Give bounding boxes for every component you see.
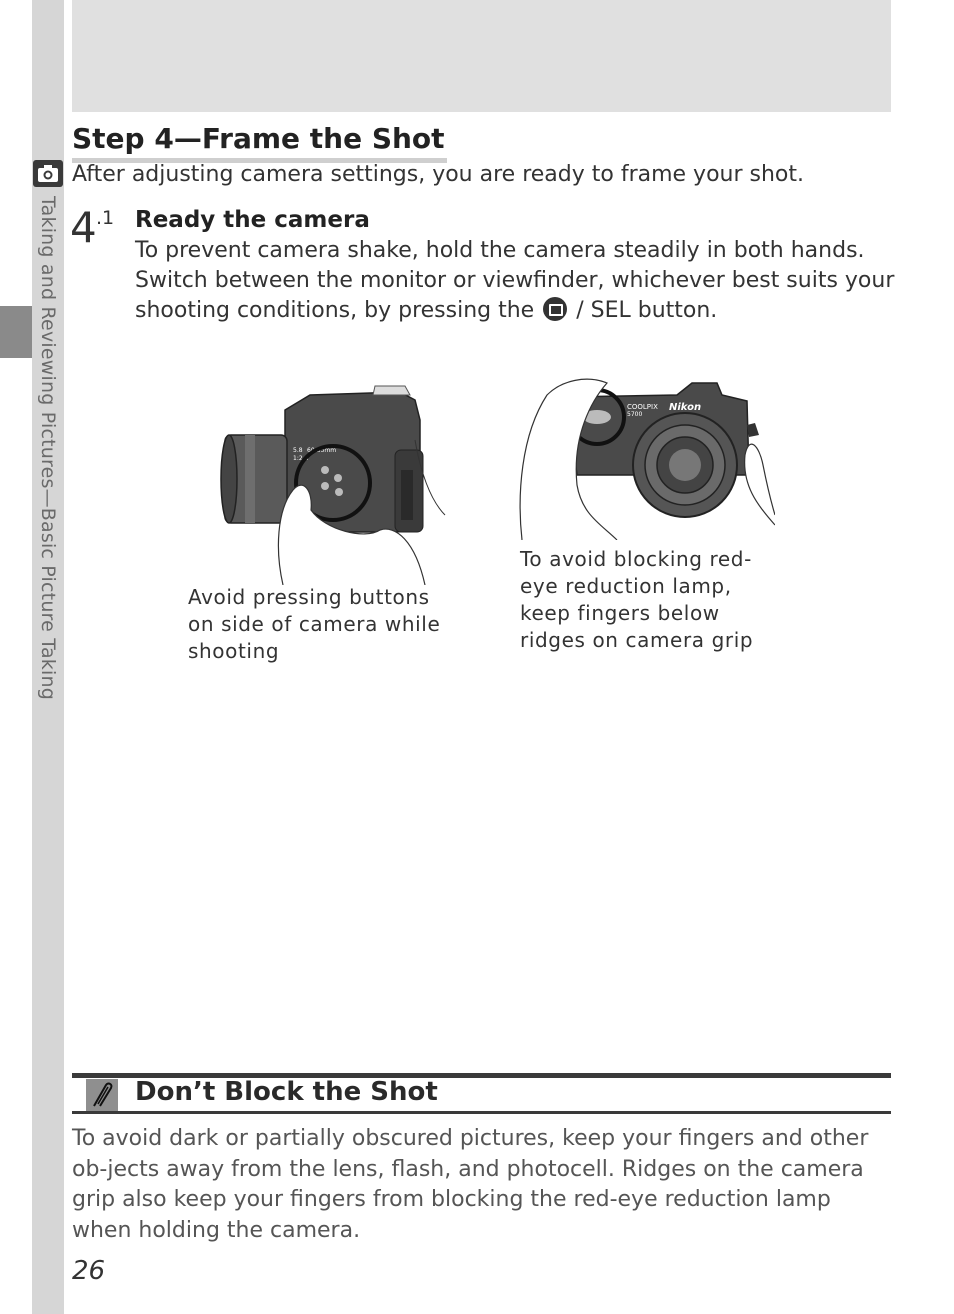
substep-body-text: To prevent camera shake, hold the camera steadily in both hands. Switch between the monitor or viewfinder, whichever best suits your shooting conditions, by pressing the bbox=[135, 238, 895, 323]
figure-caption-side: Avoid pressing buttons on side of camera while shooting bbox=[188, 585, 441, 663]
step-intro: After adjusting camera settings, you are ready to frame your shot. bbox=[72, 162, 805, 187]
brand-logo: Nikon bbox=[669, 402, 702, 413]
step-title: Step 4—Frame the Shot bbox=[72, 122, 447, 163]
pencil-note-icon bbox=[86, 1079, 118, 1111]
note-body: To avoid dark or partially obscured pictures, keep your fingers and other ob-jects away from the lens, flash, and photocell. Ridges on the camera grip also keep your fingers from blocking the red-eye reduction lamp when holding the camera. bbox=[72, 1126, 869, 1243]
section-label: Taking and Reviewing Pictures—Basic Picture Taking bbox=[37, 196, 59, 700]
substep-body bbox=[135, 236, 895, 326]
header-band bbox=[72, 0, 891, 112]
lens-spec-label: 5.8 bbox=[293, 447, 303, 454]
note-bottom-rule bbox=[72, 1111, 891, 1114]
figure-caption-front: To avoid blocking red-eye reduction lamp, keep fingers below ridges on camera grip bbox=[520, 547, 754, 652]
camera-front-illustration bbox=[517, 375, 775, 540]
camera-side-illustration bbox=[215, 380, 450, 585]
lens-spec-label: 60-35mm bbox=[307, 447, 337, 454]
lens-spec-label: 1:2.8 bbox=[293, 455, 309, 462]
step-sub-number: .1 bbox=[96, 207, 115, 229]
substep-title: Ready the camera bbox=[135, 207, 370, 233]
page-number: 26 bbox=[72, 1256, 106, 1286]
note-title: Don’t Block the Shot bbox=[135, 1077, 438, 1107]
camera-icon bbox=[33, 160, 63, 187]
monitor-button-icon bbox=[543, 297, 567, 321]
substep-body-tail: / SEL button. bbox=[576, 298, 718, 323]
model-number: 5700 bbox=[627, 411, 643, 418]
section-tab-marker bbox=[0, 306, 32, 358]
model-label: COOLPIX bbox=[627, 403, 658, 411]
step-number: 4 bbox=[70, 203, 97, 252]
